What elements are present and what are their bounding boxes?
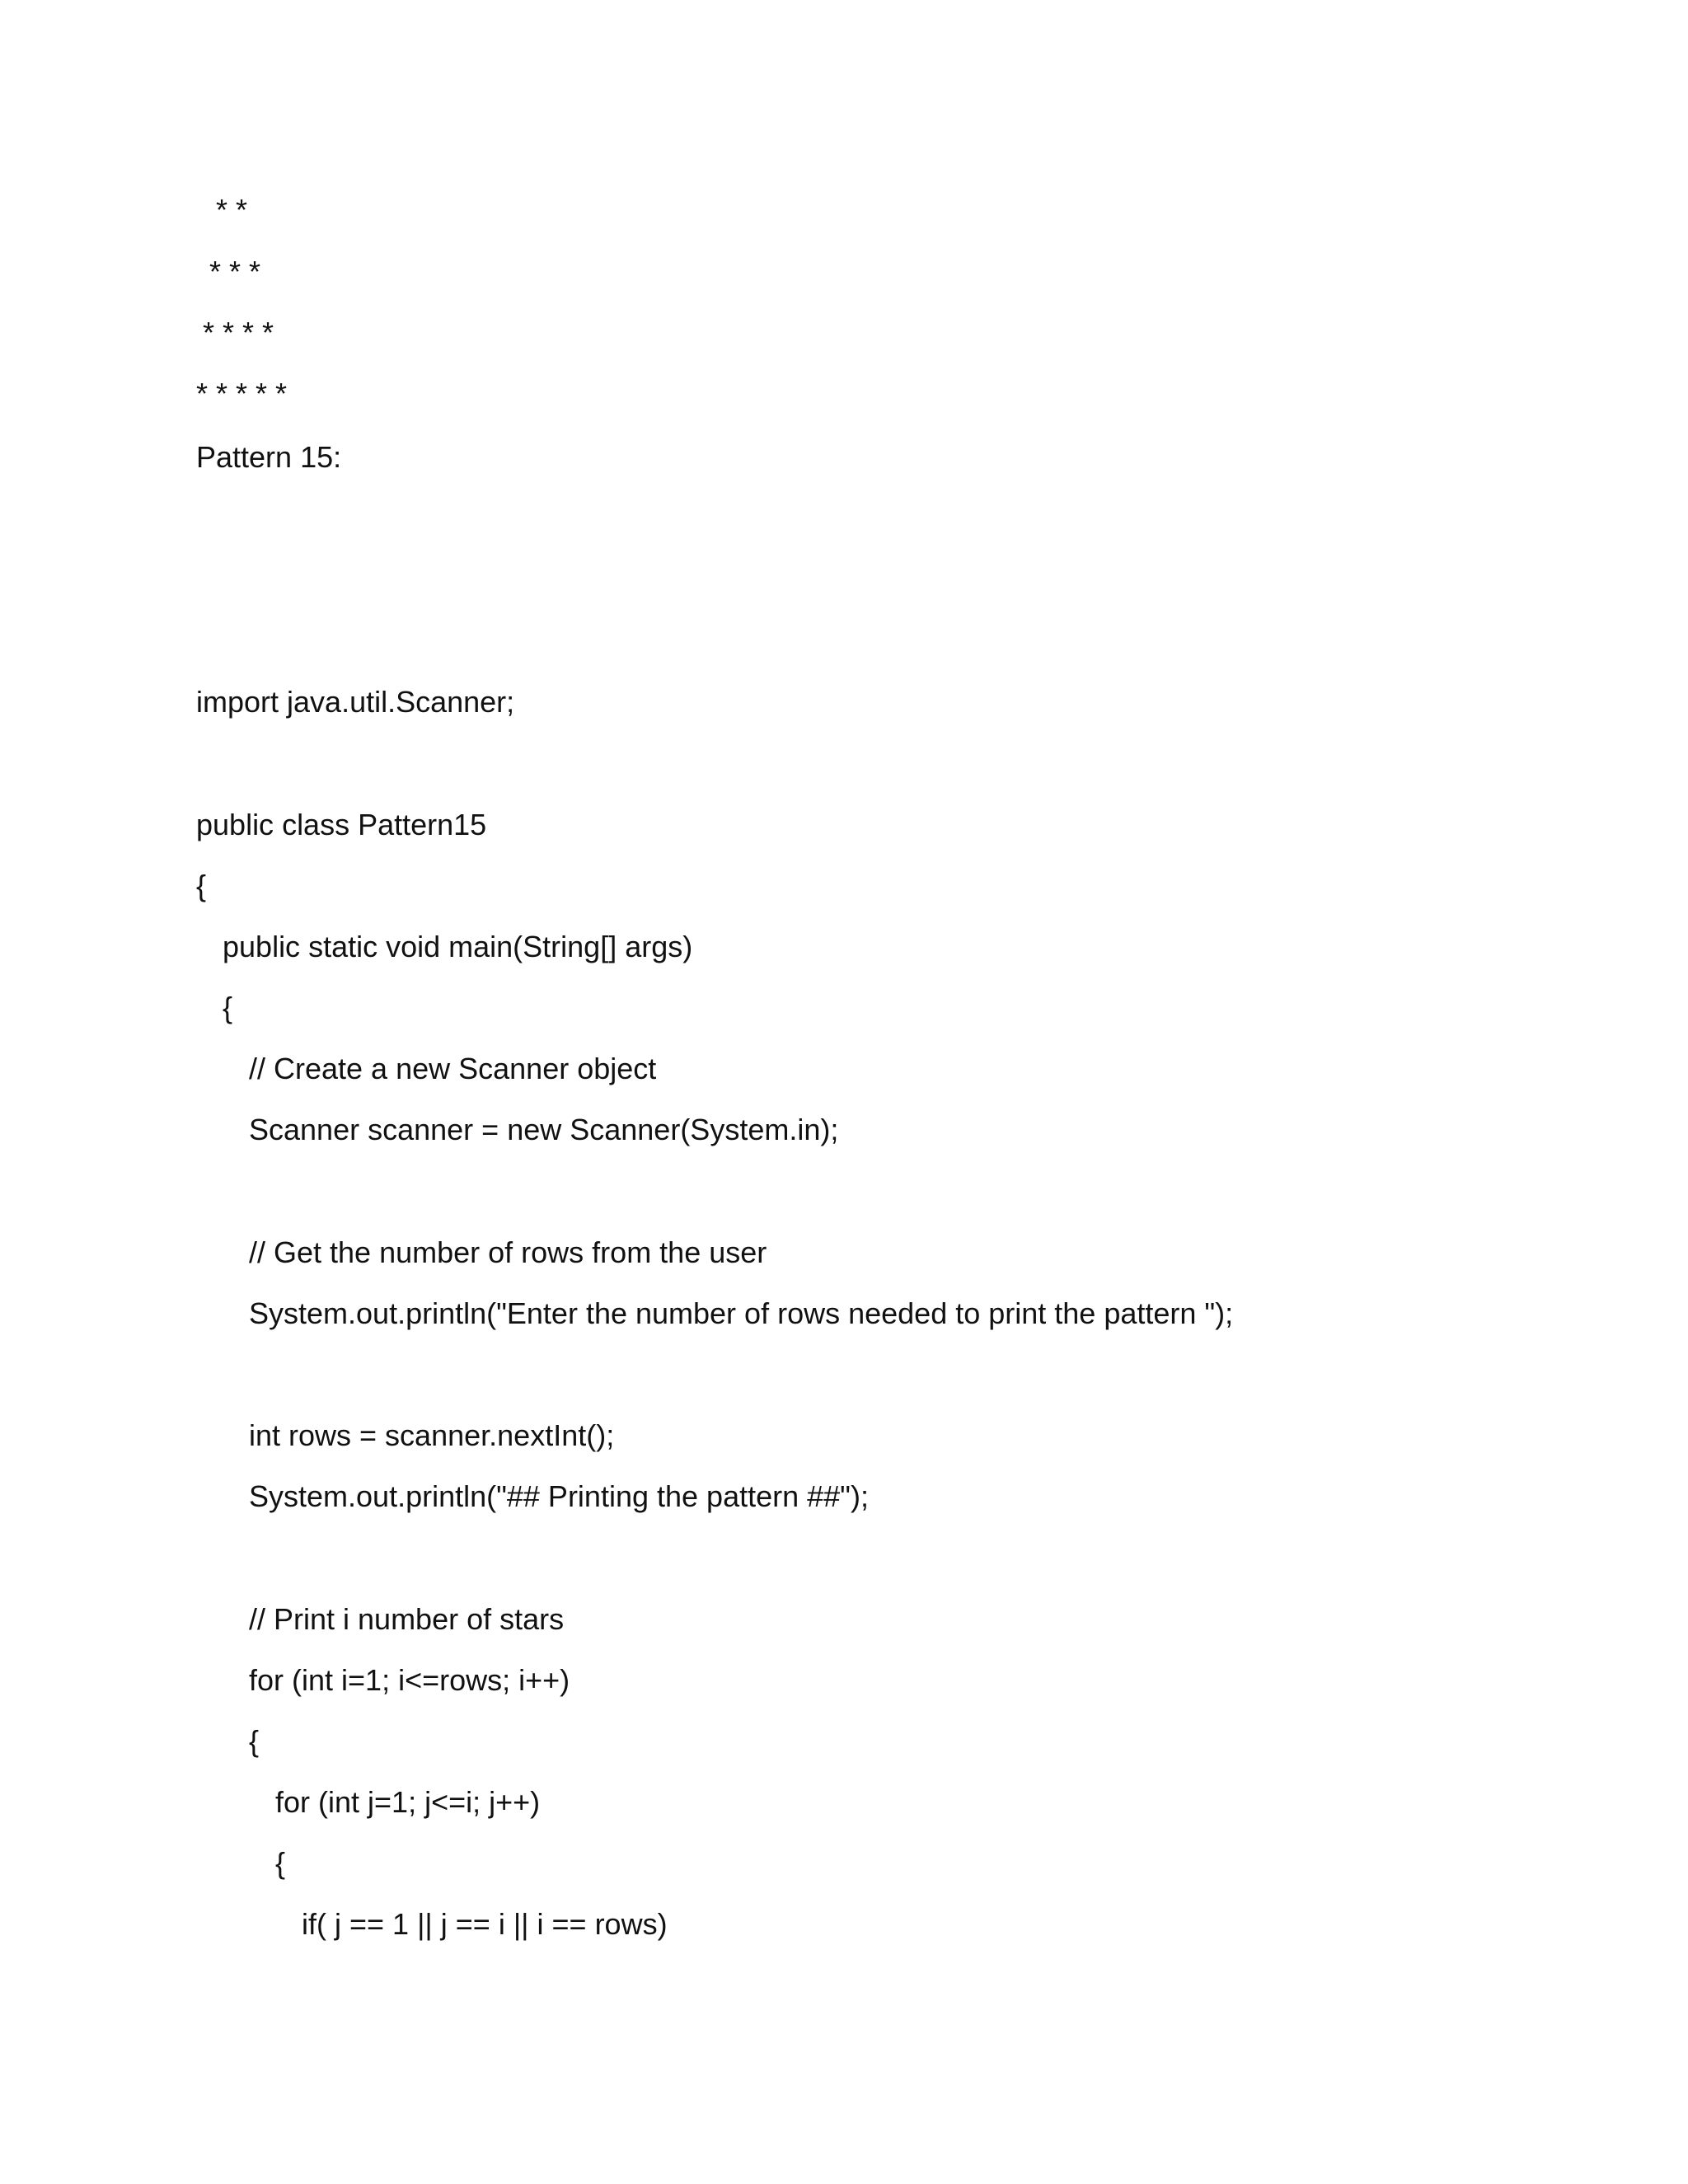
code-line-brace: { <box>249 1724 260 1758</box>
code-line-brace: { <box>223 991 233 1024</box>
code-line-for-outer: for (int i=1; i<=rows; i++) <box>249 1663 570 1697</box>
code-line-if: if( j == 1 || j == i || i == rows) <box>302 1907 668 1941</box>
pattern-output-line-2: * * * <box>209 255 261 288</box>
code-line-brace: { <box>275 1846 286 1880</box>
code-line-comment: // Get the number of rows from the user <box>249 1235 767 1269</box>
code-line-for-inner: for (int j=1; j<=i; j++) <box>275 1785 541 1819</box>
code-line-println: System.out.println("Enter the number of rows needed to print the pattern "); <box>249 1296 1234 1330</box>
code-line-class: public class Pattern15 <box>196 808 487 841</box>
code-line-scanner: Scanner scanner = new Scanner(System.in); <box>249 1113 839 1146</box>
code-line-import: import java.util.Scanner; <box>196 685 515 719</box>
pattern-output-line-3: * * * * <box>203 316 274 349</box>
pattern-output-line-4: * * * * * <box>196 377 288 410</box>
code-line-rows: int rows = scanner.nextInt(); <box>249 1418 615 1452</box>
pattern-heading: Pattern 15: <box>196 440 342 474</box>
code-line-comment: // Print i number of stars <box>249 1602 565 1636</box>
code-line-comment: // Create a new Scanner object <box>249 1052 657 1085</box>
code-line-brace: { <box>196 869 207 902</box>
pattern-output-line-1: * * <box>216 193 248 227</box>
code-line-main: public static void main(String[] args) <box>223 930 693 963</box>
code-line-println: System.out.println("## Printing the pattern ##"); <box>249 1479 869 1513</box>
